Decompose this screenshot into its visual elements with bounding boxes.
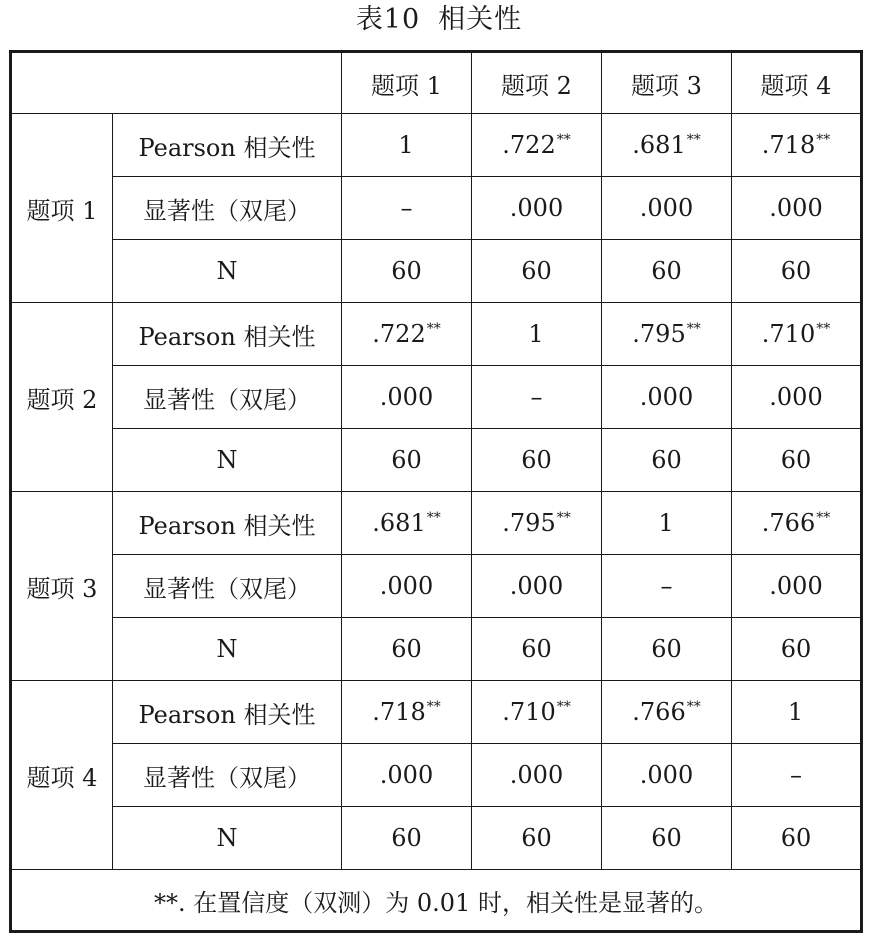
footnote: **. 在置信度（双测）为 0.01 时，相关性是显著的。 (11, 870, 862, 932)
sig-cell: .000 (732, 555, 862, 618)
table-row (11, 240, 862, 303)
pearson-cell: .718** (342, 681, 472, 744)
n-cell: 60 (472, 240, 602, 303)
sig-cell: .000 (602, 744, 732, 807)
sig-cell: .000 (342, 366, 472, 429)
n-cell: 60 (732, 240, 862, 303)
n-cell: 60 (342, 618, 472, 681)
pearson-cell: .795** (602, 303, 732, 366)
row-group-label: 题项 3 (11, 492, 113, 681)
sig-cell: .000 (342, 555, 472, 618)
sig-cell: – (342, 177, 472, 240)
stat-label-n: N (113, 240, 342, 303)
n-cell: 60 (732, 618, 862, 681)
pearson-cell: 1 (732, 681, 862, 744)
table-row (11, 177, 862, 240)
table-row (11, 492, 862, 555)
table-row (11, 807, 862, 870)
n-cell: 60 (602, 429, 732, 492)
stat-label-pearson: Pearson 相关性 (113, 114, 342, 177)
stat-label-sig: 显著性（双尾） (113, 177, 342, 240)
sig-cell: .000 (602, 366, 732, 429)
stat-label-pearson: Pearson 相关性 (113, 492, 342, 555)
sig-cell: – (602, 555, 732, 618)
pearson-cell: .681** (602, 114, 732, 177)
pearson-cell: 1 (472, 303, 602, 366)
row-group-label: 题项 1 (11, 114, 113, 303)
n-cell: 60 (602, 807, 732, 870)
pearson-cell: .722** (472, 114, 602, 177)
stat-label-sig: 显著性（双尾） (113, 366, 342, 429)
pearson-cell: .710** (732, 303, 862, 366)
stat-label-n: N (113, 429, 342, 492)
sig-cell: .000 (472, 177, 602, 240)
sig-cell: – (472, 366, 602, 429)
table-row (11, 555, 862, 618)
n-cell: 60 (342, 240, 472, 303)
correlation-table (9, 50, 863, 933)
sig-cell: – (732, 744, 862, 807)
pearson-cell: .795** (472, 492, 602, 555)
sig-cell: .000 (342, 744, 472, 807)
pearson-cell: 1 (602, 492, 732, 555)
n-cell: 60 (472, 618, 602, 681)
stat-label-sig: 显著性（双尾） (113, 744, 342, 807)
n-cell: 60 (472, 807, 602, 870)
sig-cell: .000 (732, 366, 862, 429)
table-row (11, 681, 862, 744)
header-row (11, 52, 862, 114)
stat-label-n: N (113, 618, 342, 681)
footnote-row (11, 870, 862, 932)
n-cell: 60 (602, 618, 732, 681)
pearson-cell: 1 (342, 114, 472, 177)
sig-cell: .000 (472, 744, 602, 807)
n-cell: 60 (732, 429, 862, 492)
column-header: 题项 3 (602, 52, 732, 114)
table-row (11, 303, 862, 366)
table-row (11, 429, 862, 492)
n-cell: 60 (342, 429, 472, 492)
table-row (11, 744, 862, 807)
table-row (11, 618, 862, 681)
pearson-cell: .766** (732, 492, 862, 555)
n-cell: 60 (472, 429, 602, 492)
sig-cell: .000 (472, 555, 602, 618)
stat-label-pearson: Pearson 相关性 (113, 303, 342, 366)
sig-cell: .000 (602, 177, 732, 240)
table-caption (0, 0, 878, 44)
header-corner (11, 52, 342, 114)
n-cell: 60 (602, 240, 732, 303)
column-header: 题项 2 (472, 52, 602, 114)
stat-label-pearson: Pearson 相关性 (113, 681, 342, 744)
sig-cell: .000 (732, 177, 862, 240)
stat-label-sig: 显著性（双尾） (113, 555, 342, 618)
pearson-cell: .681** (342, 492, 472, 555)
column-header: 题项 4 (732, 52, 862, 114)
table-row (11, 366, 862, 429)
n-cell: 60 (342, 807, 472, 870)
row-group-label: 题项 2 (11, 303, 113, 492)
stat-label-n: N (113, 807, 342, 870)
pearson-cell: .710** (472, 681, 602, 744)
pearson-cell: .718** (732, 114, 862, 177)
table-title: 相关性 (438, 4, 523, 35)
table-row (11, 114, 862, 177)
column-header: 题项 1 (342, 52, 472, 114)
row-group-label: 题项 4 (11, 681, 113, 870)
table-number: 表10 (355, 4, 421, 35)
pearson-cell: .722** (342, 303, 472, 366)
n-cell: 60 (732, 807, 862, 870)
pearson-cell: .766** (602, 681, 732, 744)
